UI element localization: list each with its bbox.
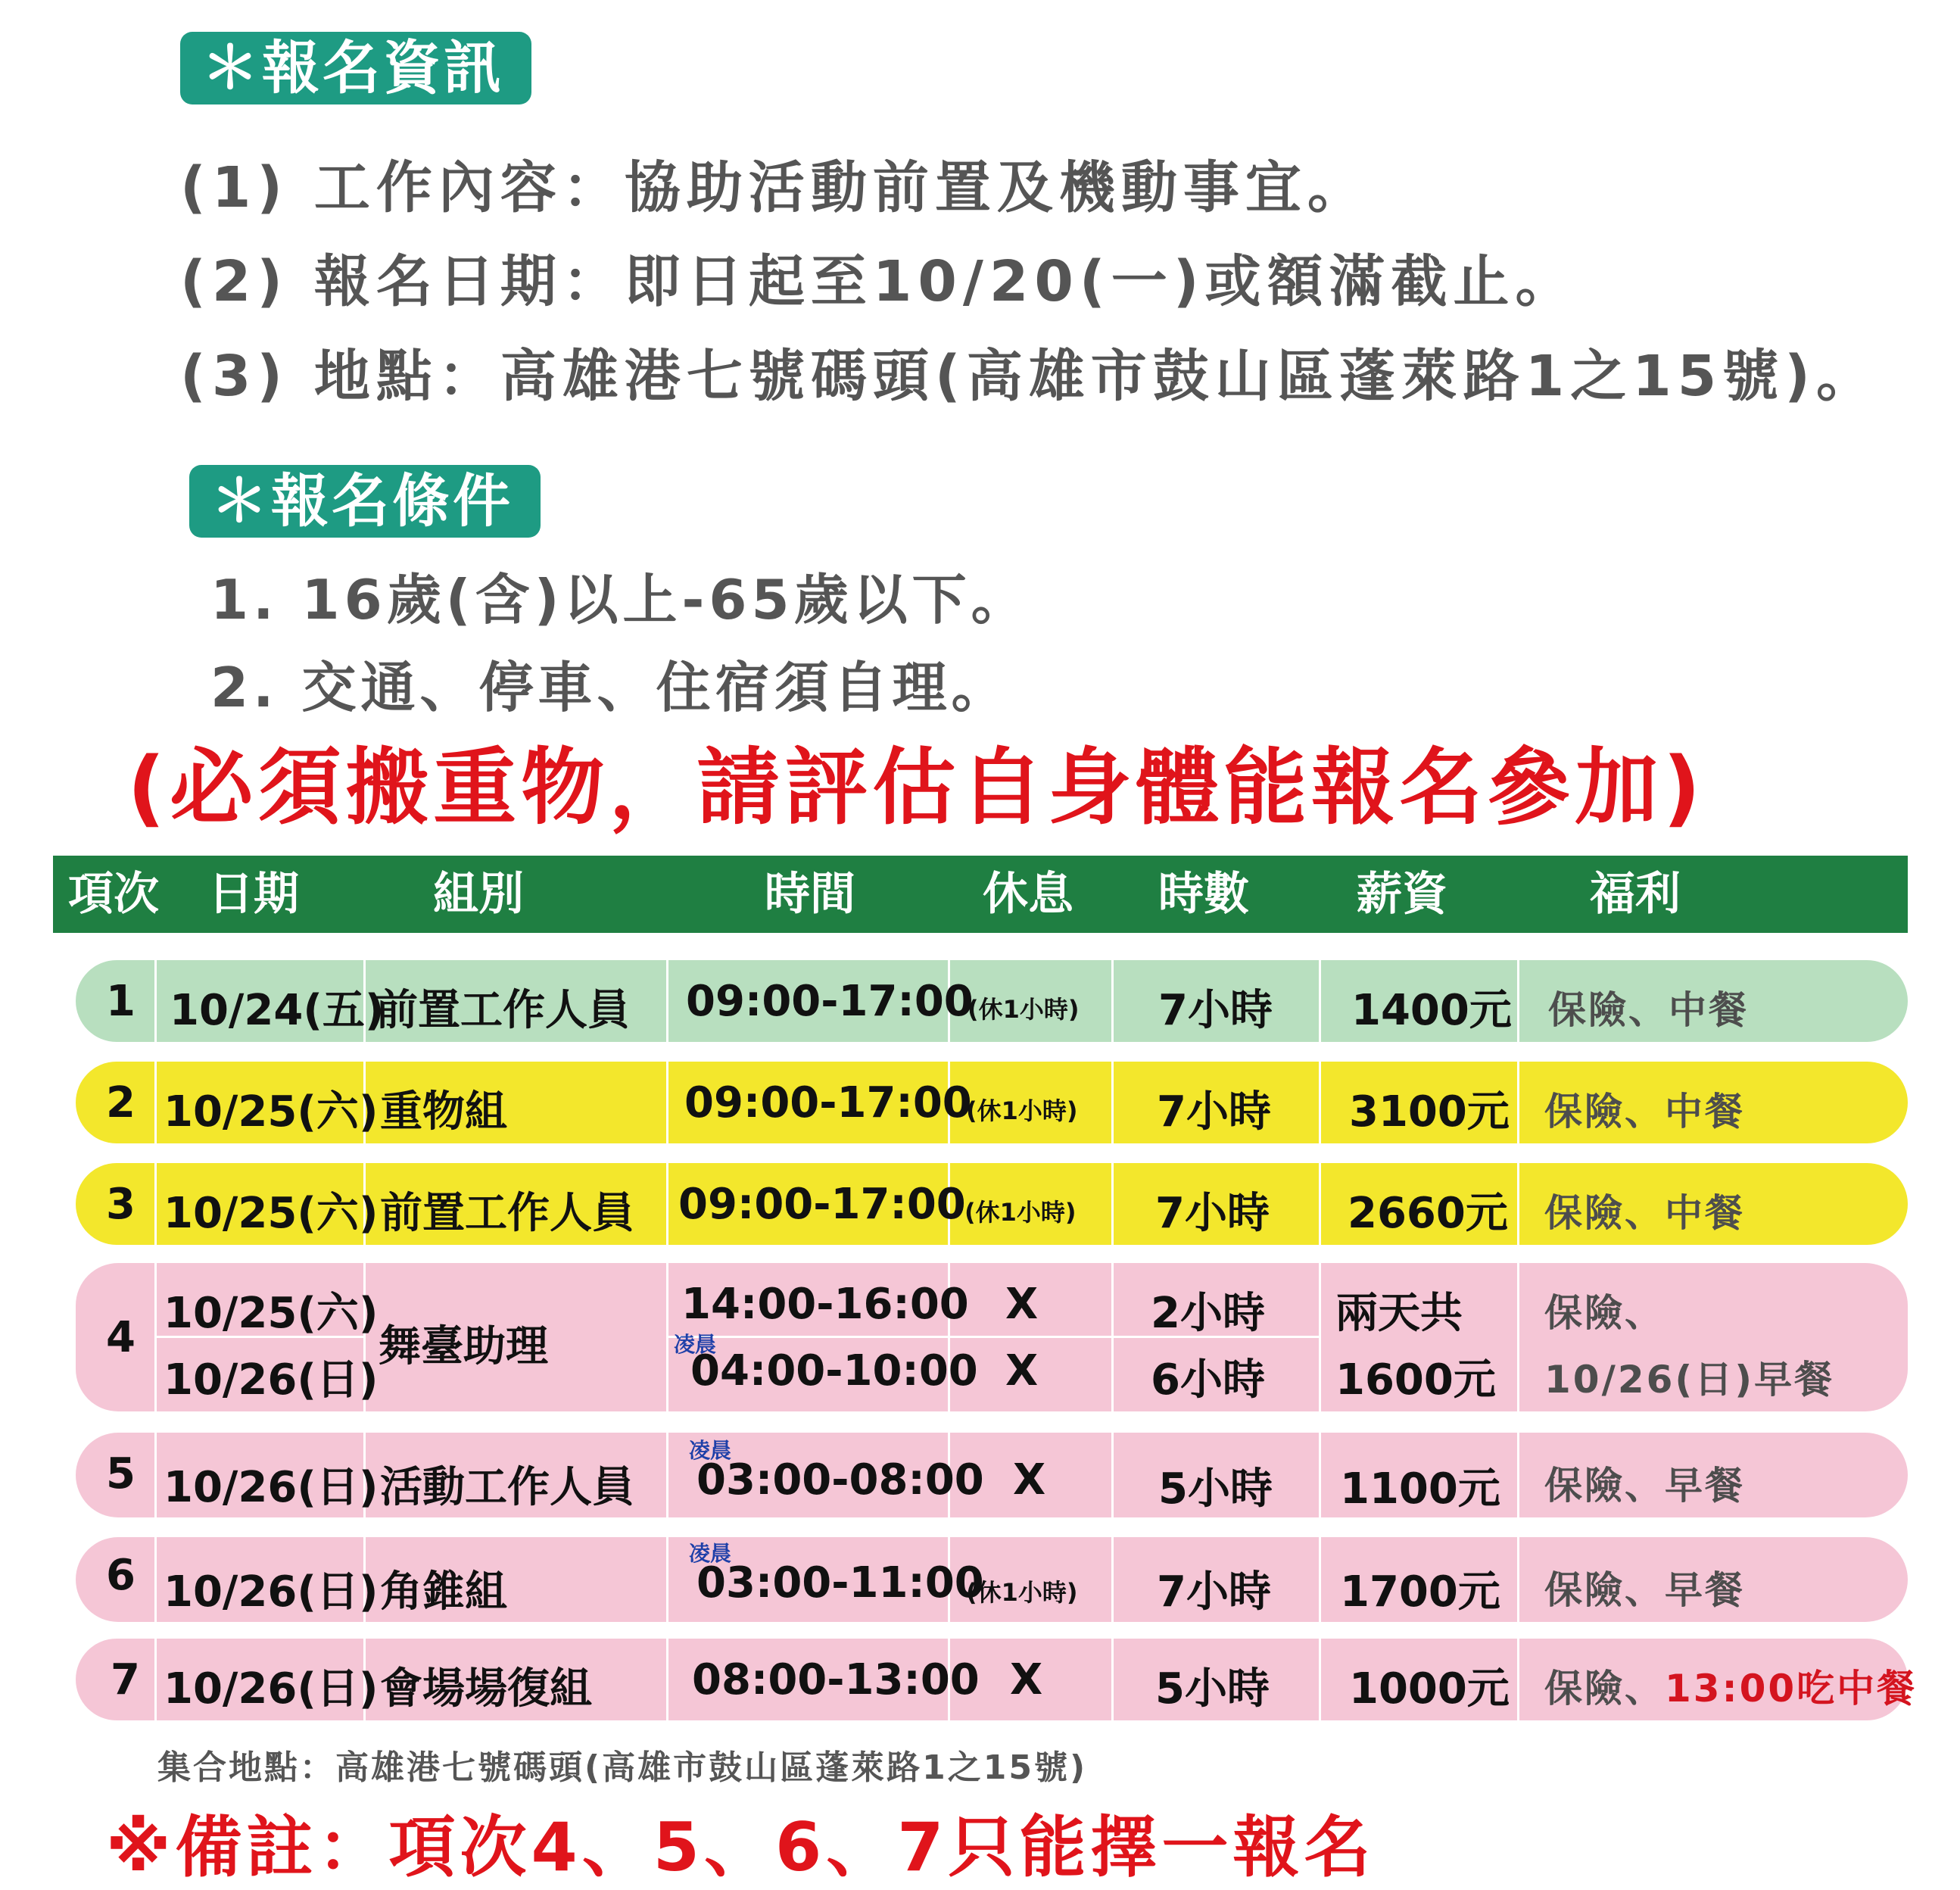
header-pay: 薪資: [1357, 868, 1447, 921]
row-group: 前置工作人員: [380, 1189, 634, 1238]
row-hours: 5小時: [1155, 1664, 1270, 1714]
row-group: 角錐組: [380, 1567, 507, 1617]
row-time: 09:00-17:00: [686, 977, 974, 1026]
table-row-4: [76, 1263, 1908, 1411]
row-benefit: 保險、早餐: [1544, 1464, 1745, 1508]
header-item-no: 項次: [68, 868, 159, 921]
row-item-no: 1: [106, 977, 136, 1026]
row-pay-line2: 1600元: [1335, 1355, 1496, 1405]
row-pay: 3100元: [1349, 1087, 1510, 1137]
info-line-work-content: (1) 工作內容：協助活動前置及機動事宜。: [180, 155, 1370, 220]
row-time: 08:00-13:00: [692, 1655, 980, 1704]
row-pay: 2660元: [1348, 1189, 1508, 1238]
row-date-day2: 10/26(日): [164, 1355, 379, 1405]
row-hours-day2: 6小時: [1151, 1355, 1265, 1405]
row-benefit: 保險、中餐: [1544, 1191, 1745, 1235]
meeting-place: 集合地點：高雄港七號碼頭(高雄市鼓山區蓬萊路1之15號): [157, 1748, 1088, 1787]
early-morning-note: 凌晨: [674, 1332, 717, 1357]
header-group: 組別: [433, 868, 524, 921]
row-time: 03:00-08:00: [696, 1455, 984, 1505]
row-rest-day1: X: [1005, 1280, 1039, 1329]
row-item-no: 7: [111, 1655, 140, 1704]
row-hours: 7小時: [1157, 1567, 1271, 1617]
row-hours: 7小時: [1158, 986, 1273, 1035]
table-row-7: [76, 1639, 1918, 1720]
condition-line-self-arranged: 2. 交通、停車、住宿須自理。: [210, 656, 1011, 719]
row-hours-day1: 2小時: [1151, 1289, 1265, 1338]
registration-note: ※備註：項次4、5、6、7只能擇一報名: [106, 1808, 1376, 1886]
row-rest: (休1小時): [964, 1198, 1077, 1227]
row-item-no: 5: [106, 1449, 136, 1499]
condition-line-age: 1. 16歲(含)以上-65歲以下。: [210, 568, 1030, 632]
early-morning-note: 凌晨: [689, 1438, 732, 1463]
row-rest: X: [1010, 1655, 1043, 1704]
row-pay-line1: 兩天共: [1335, 1289, 1463, 1338]
row-date: 10/26(日): [164, 1463, 379, 1512]
row-time: 09:00-17:00: [678, 1180, 966, 1229]
row-rest: (休1小時): [966, 1096, 1078, 1125]
row-rest: (休1小時): [968, 995, 1080, 1024]
row-pay: 1000元: [1349, 1664, 1510, 1714]
header-rest: 休息: [983, 868, 1073, 921]
row-date: 10/25(六): [164, 1087, 379, 1137]
benefit-lunch-time: 13:00吃中餐: [1665, 1667, 1918, 1711]
row-benefit-line2: 10/26(日)早餐: [1544, 1358, 1835, 1402]
row-group: 前置工作人員: [375, 986, 630, 1035]
row-hours: 7小時: [1155, 1189, 1270, 1238]
early-morning-note: 凌晨: [689, 1541, 732, 1566]
row-item-no: 4: [106, 1313, 136, 1362]
row-pay: 1100元: [1340, 1464, 1500, 1514]
info-line-location: (3) 地點：高雄港七號碼頭(高雄市鼓山區蓬萊路1之15號)。: [180, 344, 1878, 409]
table-row-3: [76, 1163, 1908, 1245]
row-group: 重物組: [380, 1087, 507, 1137]
table-row-2: [76, 1062, 1908, 1143]
row-date-day1: 10/25(六): [164, 1289, 379, 1338]
row-time-day2: 04:00-10:00: [690, 1346, 978, 1396]
benefit-insurance: 保險、: [1544, 1667, 1665, 1711]
row-benefit: 保險、中餐: [1544, 1090, 1745, 1134]
header-date: 日期: [208, 868, 299, 921]
row-group: 活動工作人員: [380, 1463, 634, 1512]
registration-conditions-tag: ＊報名條件: [189, 465, 541, 538]
registration-info-tag: ＊報名資訊: [180, 32, 531, 104]
row-hours: 7小時: [1157, 1087, 1271, 1137]
row-benefit: 保險、中餐: [1548, 988, 1749, 1032]
info-line-registration-date: (2) 報名日期：即日起至10/20(一)或額滿截止。: [180, 249, 1578, 314]
table-header: [53, 856, 1908, 933]
row-time: 03:00-11:00: [696, 1558, 984, 1608]
row-item-no: 3: [106, 1180, 136, 1229]
row-date: 10/24(五): [170, 986, 385, 1035]
row-group: 舞臺助理: [379, 1322, 548, 1371]
row-item-no: 2: [106, 1078, 136, 1127]
row-group: 會場場復組: [380, 1664, 592, 1714]
table-row-5: [76, 1433, 1908, 1517]
row-benefit: 保險、早餐: [1544, 1568, 1745, 1612]
row-date: 10/25(六): [164, 1189, 379, 1238]
row-pay: 1700元: [1340, 1567, 1500, 1617]
row-benefit-line1: 保險、: [1544, 1291, 1665, 1335]
header-time: 時間: [765, 868, 855, 921]
row-date: 10/26(日): [164, 1567, 379, 1617]
table-row-1: [76, 960, 1908, 1042]
row-time-day1: 14:00-16:00: [681, 1280, 969, 1329]
row-time: 09:00-17:00: [684, 1078, 972, 1127]
header-hours: 時數: [1158, 868, 1249, 921]
row-item-no: 6: [106, 1551, 136, 1600]
row-benefit: [1544, 1658, 1917, 1713]
heavy-lifting-warning: (必須搬重物，請評估自身體能報名參加): [127, 739, 1706, 836]
row-date: 10/26(日): [164, 1664, 379, 1714]
row-hours: 5小時: [1158, 1464, 1273, 1514]
table-row-6: [76, 1537, 1908, 1622]
row-rest: (休1小時): [966, 1578, 1078, 1607]
row-rest-day2: X: [1005, 1346, 1039, 1396]
row-rest: X: [1013, 1455, 1046, 1505]
header-benefit: 福利: [1590, 868, 1681, 921]
row-pay: 1400元: [1351, 986, 1512, 1035]
